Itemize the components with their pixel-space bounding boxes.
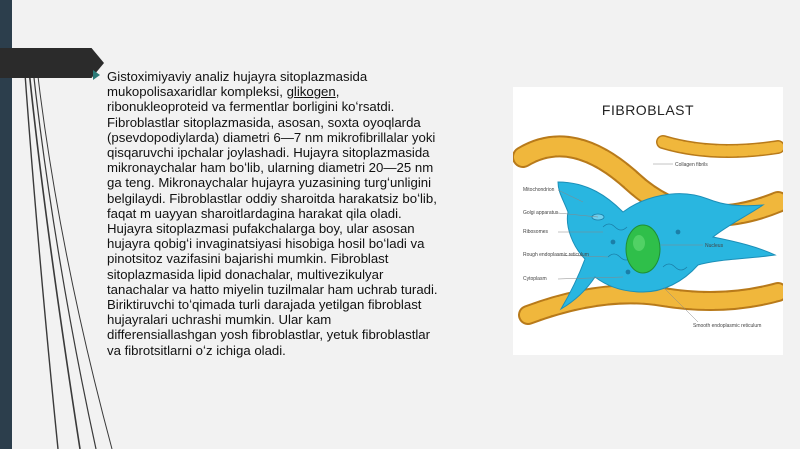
- label-ribosomes: Ribosomes: [523, 229, 549, 235]
- text-line: faqat m uayyan sharoitlardagina harakat qila oladi.: [107, 205, 402, 221]
- text-segment: mukopolisaxaridlar kompleksi,: [107, 84, 287, 100]
- text-line: qisqaruvchi ipchalar joylashadi. Hujayra sitoplazmasida: [107, 145, 430, 161]
- label-collagen: Collagen fibrils: [675, 162, 708, 168]
- text-line: tanachalar va hatto miyelin tuzilmalar ham uchrab turadi.: [107, 281, 438, 297]
- text-line: pinotsitoz vazifasini bajarishi mumkin. Fibroblast: [107, 251, 389, 267]
- fibroblast-illustration: [513, 87, 783, 355]
- text-line: Hujayra sitoplazmasi pufakchalarga boy, ular asosan: [107, 221, 415, 237]
- text-line: belgilaydi. Fibroblastlar oddiy sharoitda harakatsiz boʻlib,: [107, 190, 437, 206]
- figure-title: FIBROBLAST: [601, 102, 695, 118]
- body-paragraph: [107, 69, 515, 358]
- text-segment: ,: [335, 84, 340, 100]
- text-line: va fibrotsitlarni oʻz ichiga oladi.: [107, 342, 286, 358]
- text-line: ribonukleoproteid va fermentlar borligini koʻrsatdi.: [107, 99, 395, 115]
- glikogen-link[interactable]: glikogen: [286, 84, 336, 100]
- text-line: hujayralari uchrashi mumkin. Ular kam: [107, 312, 332, 328]
- text-line: Biriktiruvchi toʻqimada turli darajada yetilgan fibroblast: [107, 297, 422, 313]
- label-rer: Rough endoplasmic reticulum: [523, 252, 589, 258]
- text-line: mikronaychalar ham boʻlib, ularning diametri 20—25 nm: [107, 160, 434, 176]
- bullet-arrow-icon: [93, 70, 100, 80]
- text-line: Fibroblastlar sitoplazmasida, asosan, soxta oyoqlarda: [107, 114, 421, 130]
- fibroblast-figure: [513, 87, 783, 355]
- title-tab: [0, 48, 104, 78]
- text-line: [107, 84, 515, 99]
- label-nucleus: Nucleus: [705, 243, 724, 249]
- text-line: ga teng. Mikronaychalar hujayra yuzasining turgʻunligini: [107, 175, 432, 191]
- label-cytoplasm: Cytoplasm: [523, 276, 547, 282]
- text-line: (psevdopodiylarda) diametri 6—7 nm mikrofibrillalar yoki: [107, 129, 436, 145]
- text-line: hujayra qobigʻi invaginatsiyasi hisobiga hosil boʻladi va: [107, 236, 425, 252]
- text-line: sitoplazmasida lipid donachalar, multivezikulyar: [107, 266, 384, 282]
- label-mitochondrion: Mitochondrion: [523, 187, 555, 193]
- label-golgi: Golgi apparatus: [523, 210, 559, 216]
- nucleus: [626, 225, 660, 273]
- label-ser: Smooth endoplasmic reticulum: [693, 323, 762, 329]
- text-line: Gistoximiyaviy analiz hujayra sitoplazmasida: [107, 69, 368, 84]
- text-line: differensiallashgan yosh fibroblastlar, yetuk fibroblastlar: [107, 327, 431, 343]
